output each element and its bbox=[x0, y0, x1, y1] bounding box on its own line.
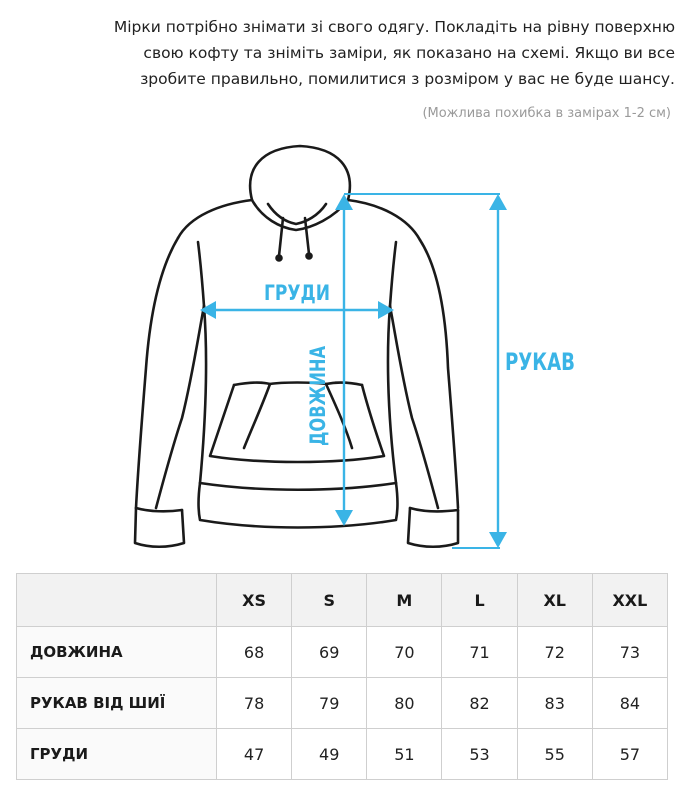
hoodie-measurement-diagram bbox=[0, 138, 693, 558]
table-row-chest bbox=[17, 729, 668, 780]
table-cell: 53 bbox=[442, 729, 517, 780]
row-label: ДОВЖИНА bbox=[17, 627, 217, 678]
table-cell: 68 bbox=[217, 627, 292, 678]
table-cell: 83 bbox=[517, 678, 592, 729]
size-header-cell: XS bbox=[217, 574, 292, 627]
table-cell: 73 bbox=[592, 627, 667, 678]
size-header-row bbox=[17, 574, 668, 627]
table-cell: 57 bbox=[592, 729, 667, 780]
table-cell: 69 bbox=[292, 627, 367, 678]
measurement-arrows bbox=[200, 194, 507, 548]
table-cell: 71 bbox=[442, 627, 517, 678]
size-table-corner bbox=[17, 574, 217, 627]
sleeve-label: РУКАВ bbox=[505, 348, 575, 376]
measurement-error-note: (Можлива похибка в замірах 1-2 см) bbox=[422, 106, 671, 121]
intro-text bbox=[15, 14, 675, 92]
size-header-cell: XXL bbox=[592, 574, 667, 627]
row-label: ГРУДИ bbox=[17, 729, 217, 780]
size-table bbox=[16, 573, 668, 780]
length-arrow-bottom-head bbox=[335, 510, 353, 526]
chest-label: ГРУДИ bbox=[264, 281, 330, 305]
table-row-length bbox=[17, 627, 668, 678]
table-cell: 84 bbox=[592, 678, 667, 729]
table-cell: 47 bbox=[217, 729, 292, 780]
table-cell: 70 bbox=[367, 627, 442, 678]
size-header-cell: XL bbox=[517, 574, 592, 627]
size-header-cell: S bbox=[292, 574, 367, 627]
intro-line: Мірки потрібно знімати зі свого одягу. Покладіть на рівну поверхню bbox=[113, 18, 675, 36]
sleeve-arrow-top-head bbox=[489, 194, 507, 210]
size-header-cell: L bbox=[442, 574, 517, 627]
table-cell: 80 bbox=[367, 678, 442, 729]
table-cell: 51 bbox=[367, 729, 442, 780]
table-cell: 82 bbox=[442, 678, 517, 729]
hoodie-outline bbox=[135, 146, 458, 547]
table-cell: 72 bbox=[517, 627, 592, 678]
sleeve-arrow-bottom-head bbox=[489, 532, 507, 548]
table-row-sleeve bbox=[17, 678, 668, 729]
table-cell: 55 bbox=[517, 729, 592, 780]
intro-line: зробите правильно, помилитися з розміром у вас не буде шансу. bbox=[140, 70, 675, 88]
intro-line: свою кофту та зніміть заміри, як показано на схемі. Якщо ви все bbox=[143, 44, 675, 62]
row-label: РУКАВ ВІД ШИЇ bbox=[17, 678, 217, 729]
table-cell: 79 bbox=[292, 678, 367, 729]
table-cell: 78 bbox=[217, 678, 292, 729]
length-label: ДОВЖИНА bbox=[306, 316, 330, 446]
hoodie-illustration bbox=[0, 138, 693, 558]
table-cell: 49 bbox=[292, 729, 367, 780]
length-arrow-top-head bbox=[335, 194, 353, 210]
size-header-cell: M bbox=[367, 574, 442, 627]
